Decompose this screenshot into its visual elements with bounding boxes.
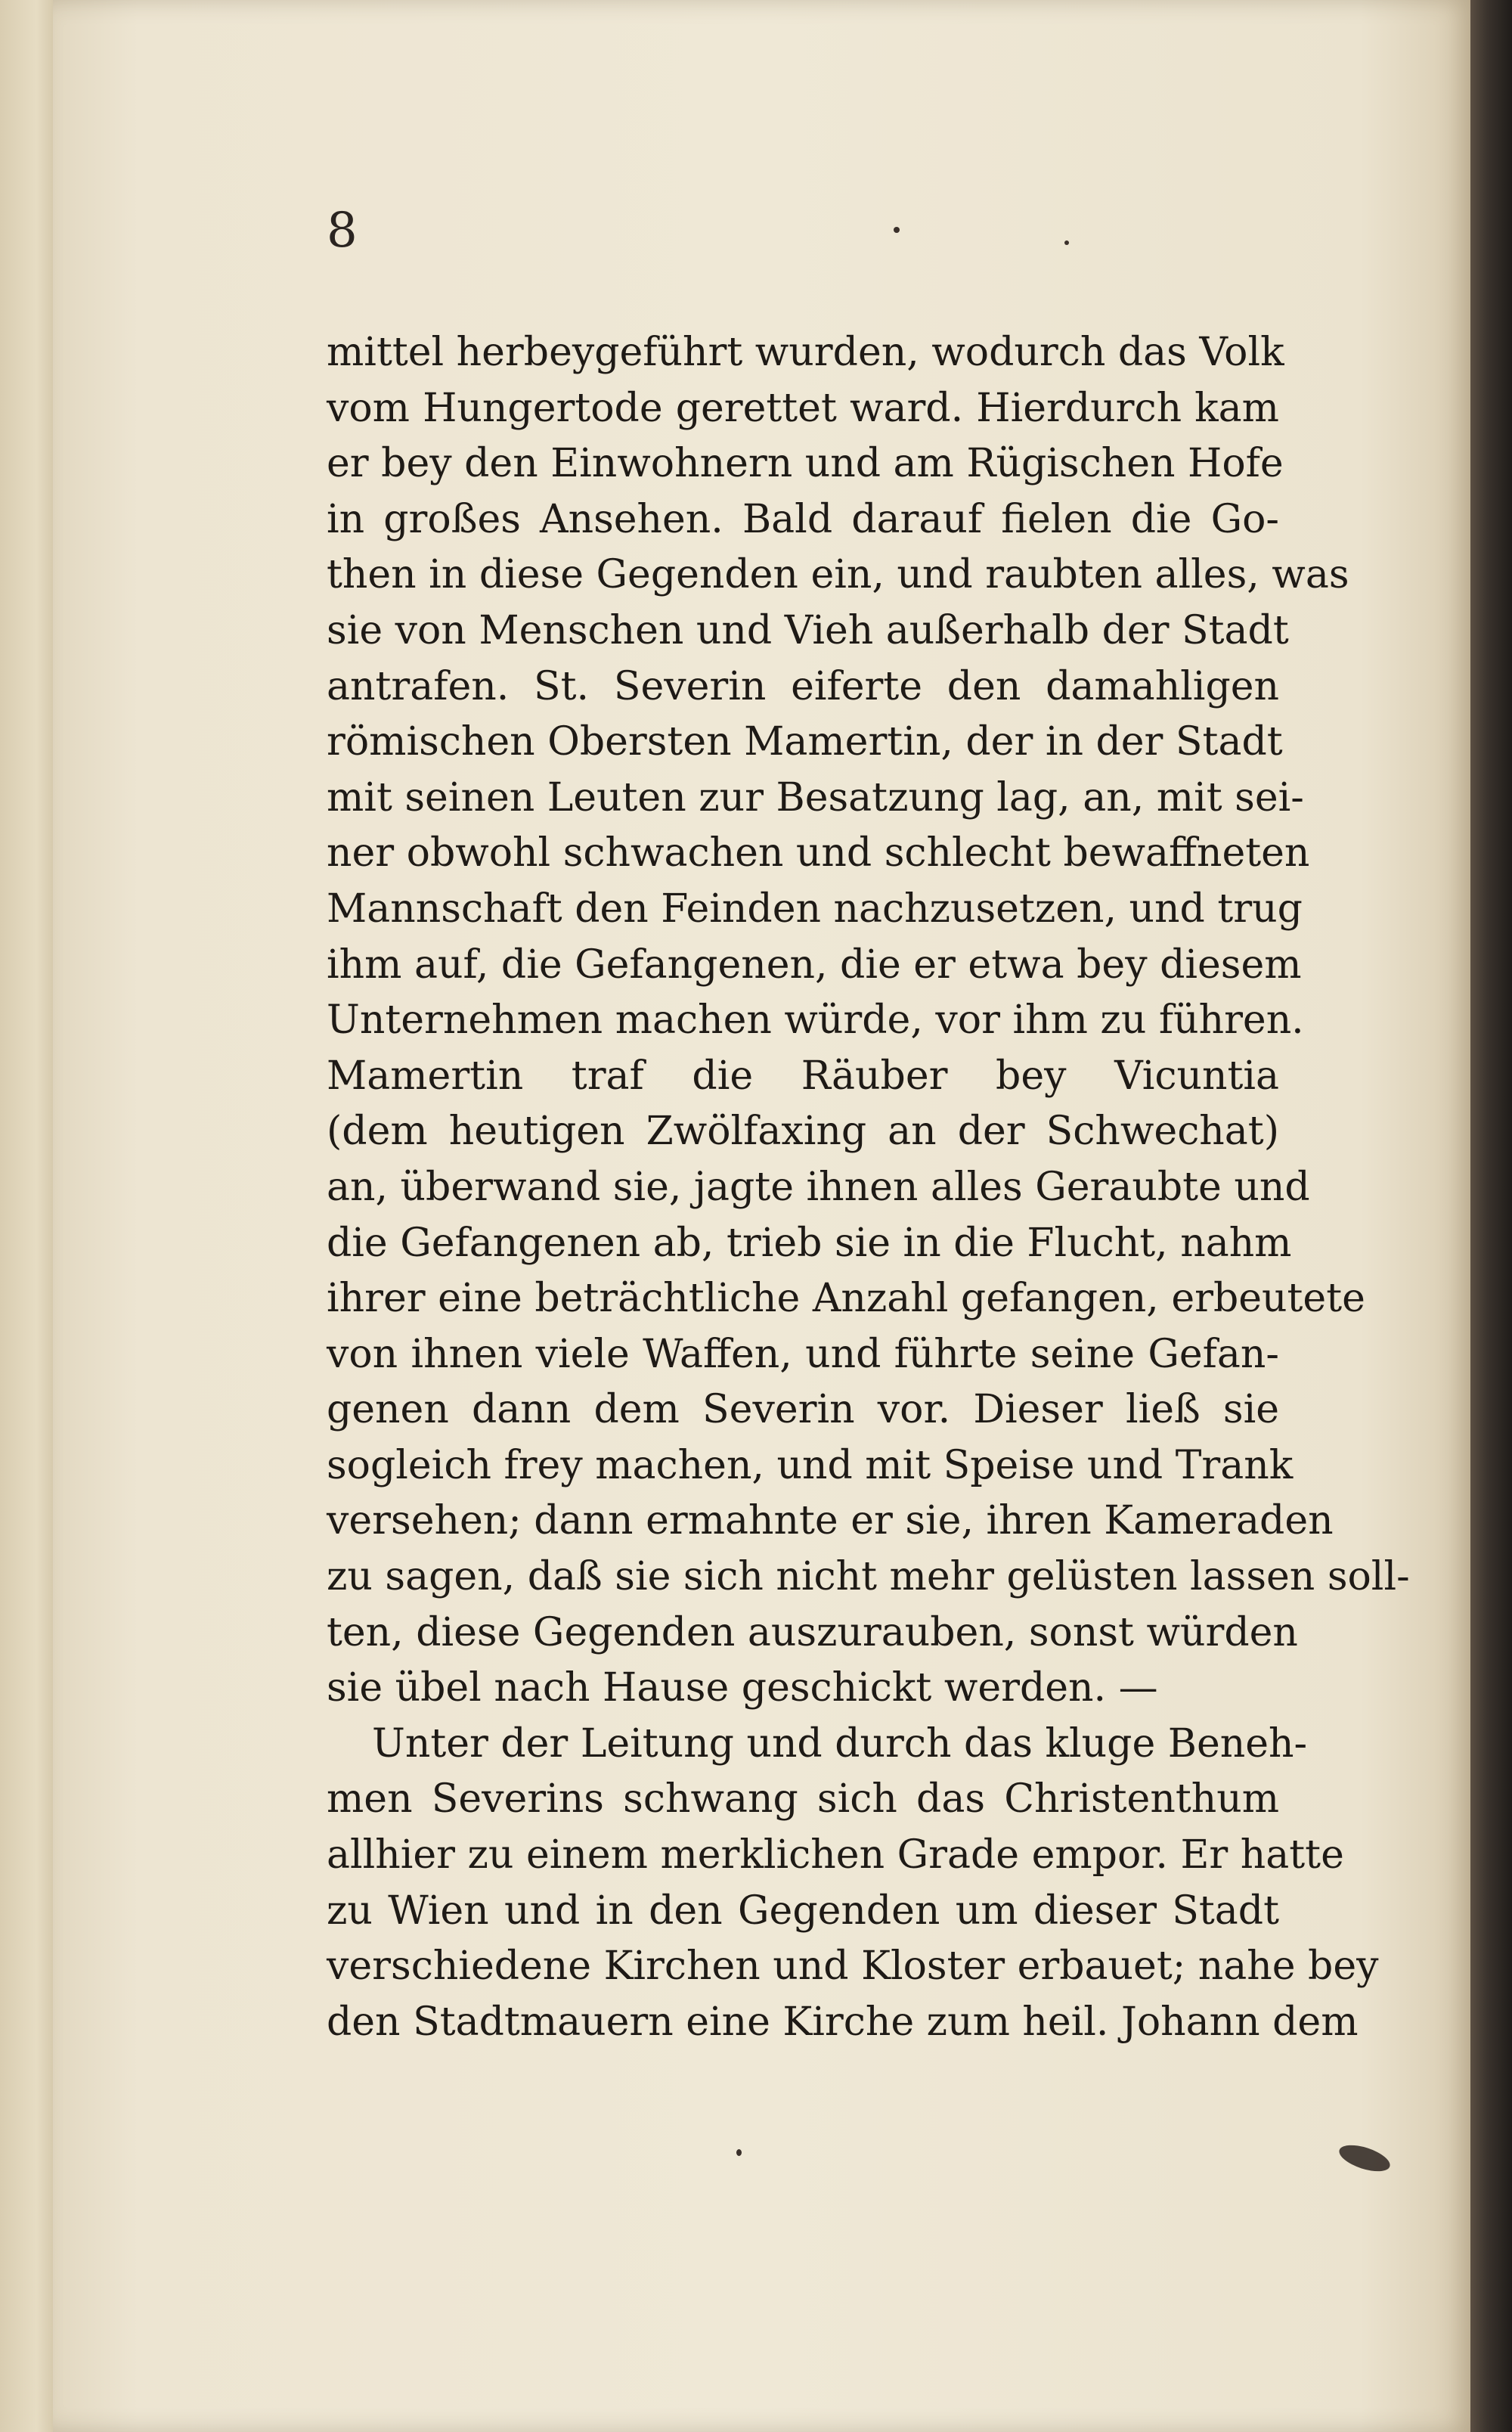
text-line: er bey den Einwohnern und am Rügischen Hofe xyxy=(327,441,1284,487)
text-line: vom Hungertode gerettet ward. Hierdurch kam xyxy=(327,385,1279,431)
text-line: mittel herbeygeführt wurden, wodurch das Volk xyxy=(327,330,1284,375)
ink-speck xyxy=(736,2149,742,2156)
text-line: sie übel nach Hause geschickt werden. — xyxy=(327,1665,1158,1711)
text-line: die Gefangenen ab, trieb sie in die Flucht, nahm xyxy=(327,1220,1292,1266)
text-line: verschiedene Kirchen und Kloster erbauet; nahe bey xyxy=(327,1943,1379,1990)
text-line: Mannschaft den Feinden nachzusetzen, und trug xyxy=(327,886,1303,932)
text-line: sogleich frey machen, und mit Speise und Trank xyxy=(327,1442,1294,1488)
text-line: Mamertin traf die Räuber bey Vicuntia xyxy=(327,1053,1279,1099)
text-line: in großes Ansehen. Bald darauf fielen die Go- xyxy=(327,496,1279,542)
text-line: an, überwand sie, jagte ihnen alles Geraubte und xyxy=(327,1164,1310,1210)
text-line: (dem heutigen Zwölfaxing an der Schwechat) xyxy=(327,1109,1279,1155)
text-line: den Stadtmauern eine Kirche zum heil. Johann dem xyxy=(327,1999,1359,2045)
text-line: genen dann dem Severin vor. Dieser ließ sie xyxy=(327,1387,1279,1433)
ink-speck xyxy=(894,227,900,233)
text-line: sie von Menschen und Vieh außerhalb der Stadt xyxy=(327,607,1289,653)
text-line: ten, diese Gegenden auszurauben, sonst würden xyxy=(327,1609,1298,1655)
text-line: mit seinen Leuten zur Besatzung lag, an, mit sei- xyxy=(327,774,1304,820)
body-text xyxy=(327,325,1410,2050)
book-gutter-shadow xyxy=(1470,0,1512,2432)
ink-speck xyxy=(1064,240,1069,245)
text-line: antrafen. St. Severin eiferte den damahligen xyxy=(327,663,1279,709)
text-line: allhier zu einem merklichen Grade empor. Er hatte xyxy=(327,1832,1344,1878)
text-line: then in diese Gegenden ein, und raubten alles, was xyxy=(327,552,1349,598)
text-line: Unternehmen machen würde, vor ihm zu führen. xyxy=(327,997,1304,1044)
text-line: men Severins schwang sich das Christenthum xyxy=(327,1776,1279,1822)
text-line: ihrer eine beträchtliche Anzahl gefangen, erbeutete xyxy=(327,1276,1365,1322)
text-line: ihm auf, die Gefangenen, die er etwa bey diesem xyxy=(327,941,1302,988)
page-number: 8 xyxy=(327,203,358,259)
text-line: ner obwohl schwachen und schlecht bewaffneten xyxy=(327,830,1310,876)
text-line: Unter der Leitung und durch das kluge Beneh- xyxy=(372,1720,1308,1767)
text-line: zu Wien und in den Gegenden um dieser Stadt xyxy=(327,1888,1279,1934)
text-line: römischen Obersten Mamertin, der in der Stadt xyxy=(327,719,1283,765)
text-line: versehen; dann ermahnte er sie, ihren Kameraden xyxy=(327,1498,1334,1544)
book-left-edge xyxy=(0,0,60,2432)
text-line: zu sagen, daß sie sich nicht mehr gelüsten lassen soll- xyxy=(327,1554,1410,1600)
text-line: von ihnen viele Waffen, und führte seine Gefan- xyxy=(327,1331,1279,1377)
